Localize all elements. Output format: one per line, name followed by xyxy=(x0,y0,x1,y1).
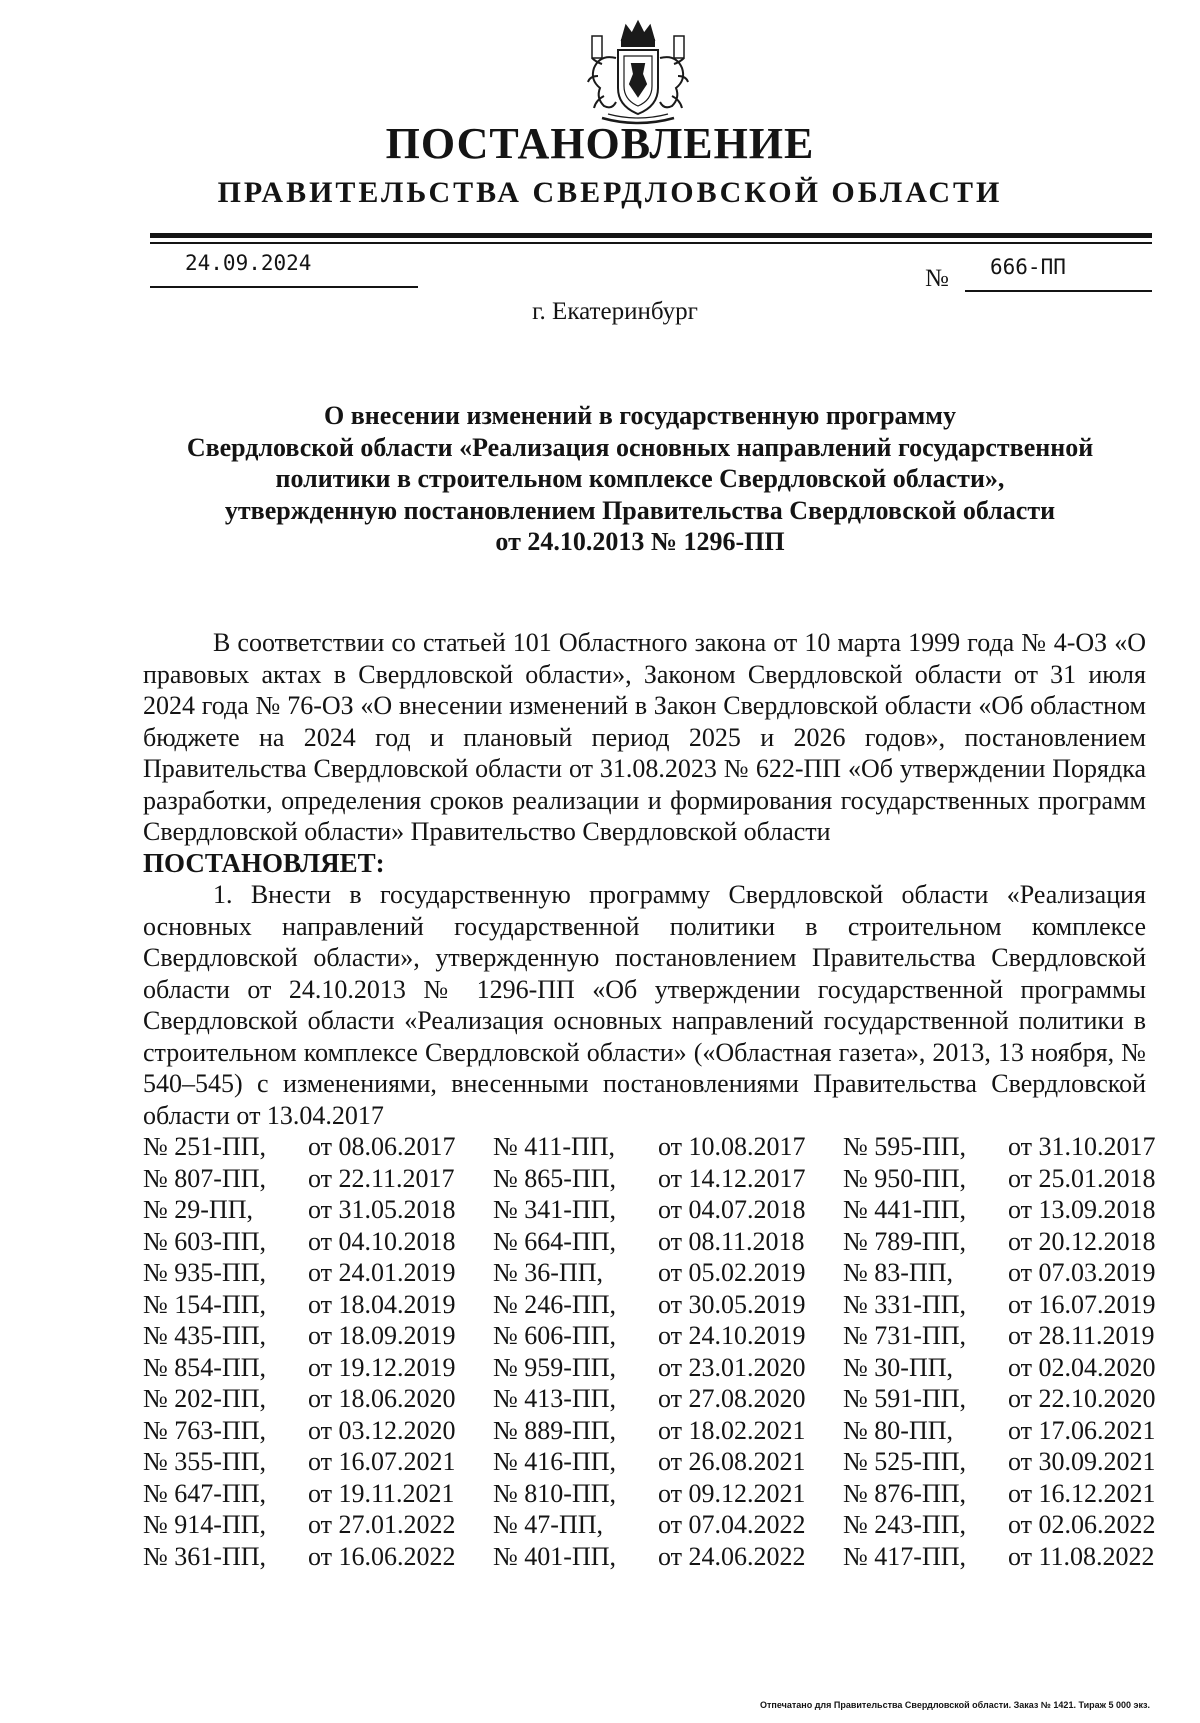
amendment-number: № 959-ПП, xyxy=(493,1352,617,1382)
amendment-number: № 243-ПП, xyxy=(843,1510,967,1539)
amendment-date: от 18.02.2021 xyxy=(658,1415,806,1445)
amendment-number: № 935-ПП, xyxy=(143,1258,267,1287)
amendment-number: № 664-ПП, xyxy=(493,1226,617,1256)
amendment-row xyxy=(143,1383,1156,1415)
amendment-number: № 950-ПП, xyxy=(843,1163,967,1193)
preamble-paragraph: В соответствии со статьей 101 Областного закона от 10 марта 1999 года № 4-ОЗ «О правовых актах в Свердловской области», Законом Свердловской области от 31 июля 2024 года № 76-ОЗ «О внесении изменений в Закон Свердловской области «Об областном бюджете на 2024 год и плановый период 2025 и 2026 годов», постановлением Правительства Свердловской области от 31.08.2023 № 622-ПП «Об утверждении Порядка разработки, определения сроков реализации и формирования государственных программ Свердловской области» Правительство Свердловской области xyxy=(143,628,1146,846)
amendment-date: от 19.11.2021 xyxy=(308,1478,455,1508)
amendment-date: от 19.12.2019 xyxy=(308,1352,456,1382)
amendment-number: № 854-ПП, xyxy=(143,1352,267,1382)
amendment-date: от 22.11.2017 xyxy=(308,1163,455,1193)
amendment-date: от 28.11.2019 xyxy=(1008,1321,1155,1350)
amendment-row xyxy=(143,1226,1156,1258)
print-imprint: Отпечатано для Правительства Свердловской области. Заказ № 1421. Тираж 5 000 экз. xyxy=(760,1700,1150,1710)
amendment-date: от 02.06.2022 xyxy=(1008,1510,1156,1539)
amendment-date: от 03.12.2020 xyxy=(308,1415,456,1445)
amendment-row xyxy=(143,1257,1156,1289)
amendment-date: от 22.10.2020 xyxy=(1008,1384,1156,1413)
amendment-number: № 525-ПП, xyxy=(843,1447,967,1476)
amendment-date: от 10.08.2017 xyxy=(658,1132,806,1161)
amendment-number: № 595-ПП, xyxy=(843,1132,967,1161)
amendment-number: № 606-ПП, xyxy=(493,1321,617,1350)
amendment-row xyxy=(143,1320,1155,1352)
amendment-row xyxy=(143,1415,1156,1447)
amendment-date: от 16.12.2021 xyxy=(1008,1478,1156,1508)
amendment-date: от 24.06.2022 xyxy=(658,1541,806,1571)
amendment-date: от 13.09.2018 xyxy=(1008,1195,1156,1224)
heading-line: О внесении изменений в государственную программу xyxy=(324,401,956,430)
amendment-number: № 202-ПП, xyxy=(143,1384,267,1413)
heading-line: Свердловской области «Реализация основных направлений государственной xyxy=(186,432,1094,462)
amendment-date: от 11.08.2022 xyxy=(1008,1541,1155,1571)
amendment-row xyxy=(143,1131,1156,1163)
amendment-date: от 04.07.2018 xyxy=(658,1195,806,1224)
amendment-date: от 18.04.2019 xyxy=(308,1289,456,1319)
amendment-date: от 27.01.2022 xyxy=(308,1510,456,1539)
amendment-row xyxy=(143,1163,1156,1195)
amendment-date: от 08.06.2017 xyxy=(308,1132,456,1161)
amendment-row xyxy=(143,1478,1156,1510)
amendment-number: № 731-ПП, xyxy=(843,1321,967,1350)
amendment-number: № 603-ПП, xyxy=(143,1226,267,1256)
document-heading xyxy=(140,400,1140,558)
amendment-number: № 47-ПП, xyxy=(493,1510,604,1539)
amendment-number: № 865-ПП, xyxy=(493,1163,617,1193)
header-rule-thin xyxy=(150,242,1152,244)
amendment-date: от 26.08.2021 xyxy=(658,1447,806,1476)
amendment-number: № 83-ПП, xyxy=(843,1258,954,1287)
document-number: 666-ПП xyxy=(990,255,1066,279)
amendment-number: № 246-ПП, xyxy=(493,1289,617,1319)
amendment-date: от 23.01.2020 xyxy=(658,1352,806,1382)
amendment-date: от 07.04.2022 xyxy=(658,1510,806,1539)
amendment-date: от 31.05.2018 xyxy=(308,1195,456,1224)
amendment-row xyxy=(143,1446,1156,1478)
amendment-row xyxy=(143,1194,1156,1226)
header-rule-thick xyxy=(150,233,1152,238)
amendment-number: № 914-ПП, xyxy=(143,1510,267,1539)
amendment-number: № 30-ПП, xyxy=(843,1352,954,1382)
amendment-date: от 09.12.2021 xyxy=(658,1478,806,1508)
amendment-number: № 413-ПП, xyxy=(493,1384,617,1413)
amendment-row xyxy=(143,1352,1156,1384)
amendment-number: № 591-ПП, xyxy=(843,1384,967,1413)
amendment-number: № 411-ПП, xyxy=(493,1132,616,1161)
amendment-date: от 27.08.2020 xyxy=(658,1384,806,1413)
amendment-number: № 355-ПП, xyxy=(143,1447,267,1476)
amendment-number: № 810-ПП, xyxy=(493,1478,617,1508)
amendment-date: от 17.06.2021 xyxy=(1008,1415,1156,1445)
amendment-date: от 05.02.2019 xyxy=(658,1258,806,1287)
amendment-date: от 30.05.2019 xyxy=(658,1289,806,1319)
amendment-date: от 25.01.2018 xyxy=(1008,1163,1156,1193)
amendment-number: № 154-ПП, xyxy=(143,1289,267,1319)
amendment-number: № 441-ПП, xyxy=(843,1195,967,1224)
amendment-date: от 14.12.2017 xyxy=(658,1163,806,1193)
amendment-row xyxy=(143,1289,1156,1321)
date-underline xyxy=(150,286,418,288)
document-date: 24.09.2024 xyxy=(185,251,312,275)
amendment-number: № 331-ПП, xyxy=(843,1289,967,1319)
number-underline xyxy=(965,290,1152,292)
amendment-number: № 361-ПП, xyxy=(143,1541,267,1571)
amendment-number: № 789-ПП, xyxy=(843,1226,967,1256)
heading-line: утвержденную постановлением Правительства Свердловской области xyxy=(224,495,1056,525)
document-city: г. Екатеринбург xyxy=(532,298,698,325)
amendment-number: № 807-ПП, xyxy=(143,1163,267,1193)
amendment-date: от 16.06.2022 xyxy=(308,1541,456,1571)
amendment-date: от 16.07.2019 xyxy=(1008,1289,1156,1319)
amendment-date: от 31.10.2017 xyxy=(1008,1132,1156,1161)
coat-of-arms-icon xyxy=(582,18,694,128)
item-1-paragraph: 1. Внести в государственную программу Свердловской области «Реализация основных направлений государственной политики в строительном комплексе Свердловской области», утвержденную постановлением Правительства Свердловской области от 24.10.2013 № 1296-ПП «Об утверждении государственной программы Свердловской области «Реализация основных направлений государственной политики в строительном комплексе Свердловской области» («Областная газета», 2013, 13 ноября, № 540–545) с изменениями, внесенными постановлениями Правительства Свердловской области от 13.04.2017 xyxy=(143,880,1146,1130)
amendment-number: № 251-ПП, xyxy=(143,1132,267,1161)
amendment-number: № 36-ПП, xyxy=(493,1258,604,1287)
amendment-date: от 07.03.2019 xyxy=(1008,1258,1156,1287)
document-title: ПОСТАНОВЛЕНИЕ xyxy=(385,119,815,168)
amendment-date: от 18.09.2019 xyxy=(308,1321,456,1350)
amendment-row xyxy=(143,1509,1156,1541)
amendment-date: от 16.07.2021 xyxy=(308,1447,456,1476)
amendment-number: № 80-ПП, xyxy=(843,1415,954,1445)
amendment-date: от 08.11.2018 xyxy=(658,1226,805,1256)
heading-line: от 24.10.2013 № 1296-ПП xyxy=(495,527,785,556)
document-body xyxy=(143,627,1156,1572)
amendment-date: от 04.10.2018 xyxy=(308,1226,456,1256)
amendment-number: № 416-ПП, xyxy=(493,1447,617,1476)
number-sign: № xyxy=(925,265,949,292)
amendment-date: от 02.04.2020 xyxy=(1008,1352,1156,1382)
amendment-date: от 20.12.2018 xyxy=(1008,1226,1156,1256)
amendment-number: № 889-ПП, xyxy=(493,1415,617,1445)
amendment-number: № 29-ПП, xyxy=(143,1195,254,1224)
resolves-label: ПОСТАНОВЛЯЕТ: xyxy=(143,847,385,878)
amendment-date: от 30.09.2021 xyxy=(1008,1447,1156,1476)
amendment-number: № 341-ПП, xyxy=(493,1195,617,1224)
document-subtitle: ПРАВИТЕЛЬСТВА СВЕРДЛОВСКОЙ ОБЛАСТИ xyxy=(217,176,1003,209)
amendment-row xyxy=(143,1541,1155,1573)
amendment-number: № 763-ПП, xyxy=(143,1415,267,1445)
amendment-date: от 18.06.2020 xyxy=(308,1384,456,1413)
amendment-number: № 876-ПП, xyxy=(843,1478,967,1508)
amendment-list xyxy=(143,1131,1156,1572)
amendment-date: от 24.01.2019 xyxy=(308,1258,456,1287)
amendment-number: № 647-ПП, xyxy=(143,1478,267,1508)
amendment-date: от 24.10.2019 xyxy=(658,1321,806,1350)
amendment-number: № 401-ПП, xyxy=(493,1541,617,1571)
amendment-number: № 435-ПП, xyxy=(143,1321,267,1350)
heading-line: политики в строительном комплексе Свердловской области», xyxy=(275,464,1005,493)
amendment-number: № 417-ПП, xyxy=(843,1541,967,1571)
